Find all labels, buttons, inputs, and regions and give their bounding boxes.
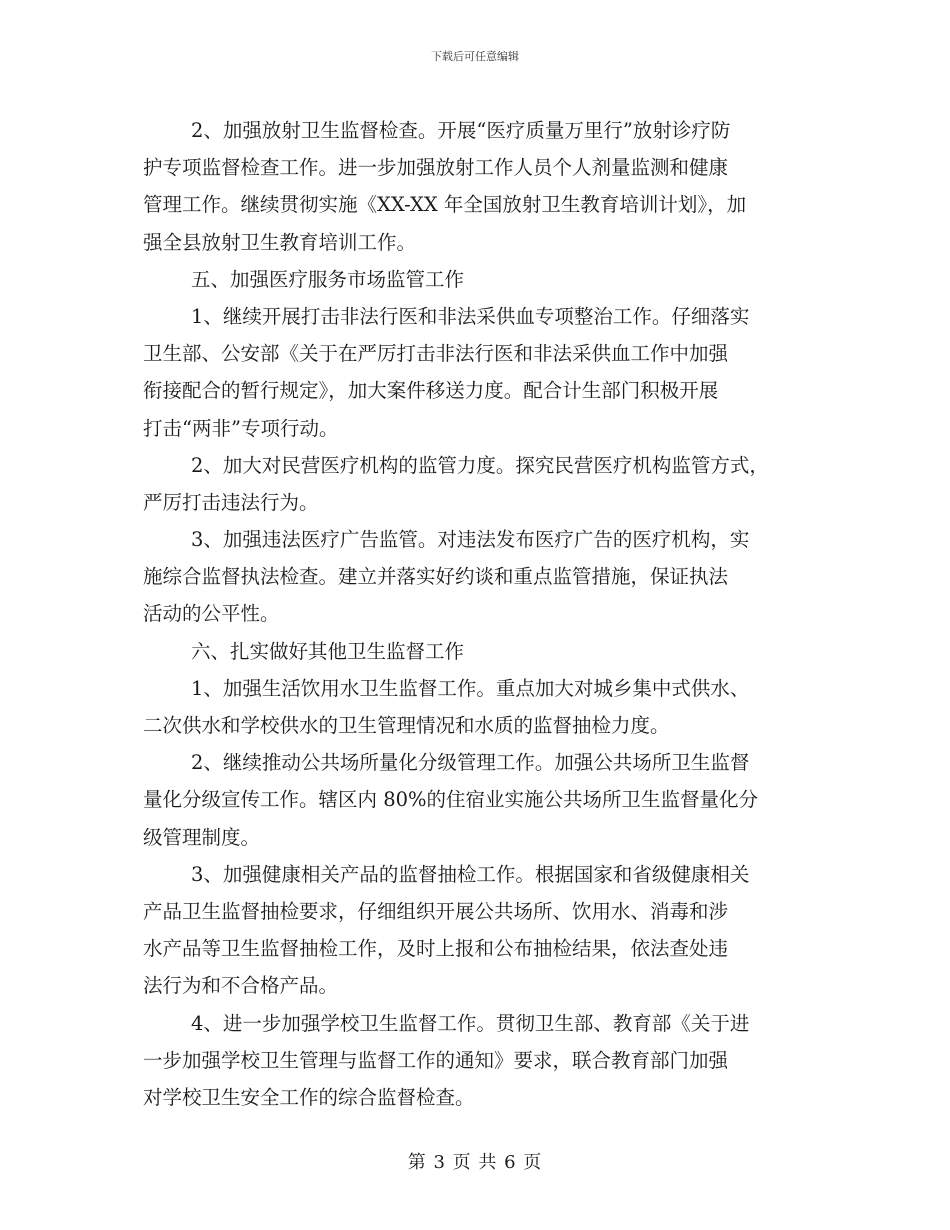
text-line: 1、继续开展打击非法行医和非法采供血专项整治工作。仔细落实 bbox=[191, 304, 750, 328]
text-line: 施综合监督执法检查。建立并落实好约谈和重点监管措施，保证执法 bbox=[143, 565, 729, 589]
text-line: 六、扎实做好其他卫生监督工作 bbox=[191, 639, 465, 663]
text-line: 对学校卫生安全工作的综合监督检查。 bbox=[143, 1085, 475, 1109]
text-line: 管理工作。继续贯彻实施《XX-XX 年全国放射卫生教育培训计划》，加 bbox=[143, 193, 747, 217]
text-line: 卫生部、公安部《关于在严厉打击非法行医和非法采供血工作中加强 bbox=[143, 342, 729, 366]
text-line: 产品卫生监督抽检要求，仔细组织开展公共场所、饮用水、消毒和涉 bbox=[143, 899, 729, 923]
document-body bbox=[143, 112, 813, 1116]
text-line: 二次供水和学校供水的卫生管理情况和水质的监督抽检力度。 bbox=[143, 714, 670, 737]
text-line: 五、加强医疗服务市场监管工作 bbox=[191, 267, 465, 291]
text-line: 2、加强放射卫生监督检查。开展“医疗质量万里行”放射诊疗防 bbox=[191, 119, 731, 142]
text-line: 强全县放射卫生教育培训工作。 bbox=[143, 230, 417, 254]
text-line: 严厉打击违法行为。 bbox=[143, 490, 319, 514]
text-line: 量化分级宣传工作。辖区内 80%的住宿业实施公共场所卫生监督量化分 bbox=[143, 788, 759, 812]
text-line: 2、加大对民营医疗机构的监管力度。探究民营医疗机构监管方式， bbox=[191, 453, 769, 477]
text-line: 1、加强生活饮用水卫生监督工作。重点加大对城乡集中式供水、 bbox=[191, 676, 750, 700]
text-line: 衔接配合的暂行规定》，加大案件移送力度。配合计生部门积极开展 bbox=[143, 379, 719, 403]
text-line: 3、加强健康相关产品的监督抽检工作。根据国家和省级健康相关 bbox=[191, 862, 750, 886]
page-header-note: 下载后可任意编辑 bbox=[431, 50, 519, 63]
text-line: 活动的公平性。 bbox=[143, 602, 280, 626]
page-number: 第 3 页 共 6 页 bbox=[407, 1152, 543, 1173]
text-line: 级管理制度。 bbox=[143, 825, 261, 849]
text-line: 2、继续推动公共场所量化分级管理工作。加强公共场所卫生监督 bbox=[191, 751, 750, 775]
text-line: 护专项监督检查工作。进一步加强放射工作人员个人剂量监测和健康 bbox=[143, 156, 729, 180]
text-line: 法行为和不合格产品。 bbox=[143, 974, 339, 998]
text-line: 打击“两非”专项行动。 bbox=[143, 416, 339, 440]
text-line: 水产品等卫生监督抽检工作，及时上报和公布抽检结果，依法查处违 bbox=[143, 937, 729, 961]
text-line: 一步加强学校卫生管理与监督工作的通知》要求，联合教育部门加强 bbox=[143, 1048, 729, 1072]
text-line: 4、进一步加强学校卫生监督工作。贯彻卫生部、教育部《关于进 bbox=[191, 1011, 750, 1035]
text-line: 3、加强违法医疗广告监管。对违法发布医疗广告的医疗机构，实 bbox=[191, 528, 750, 552]
